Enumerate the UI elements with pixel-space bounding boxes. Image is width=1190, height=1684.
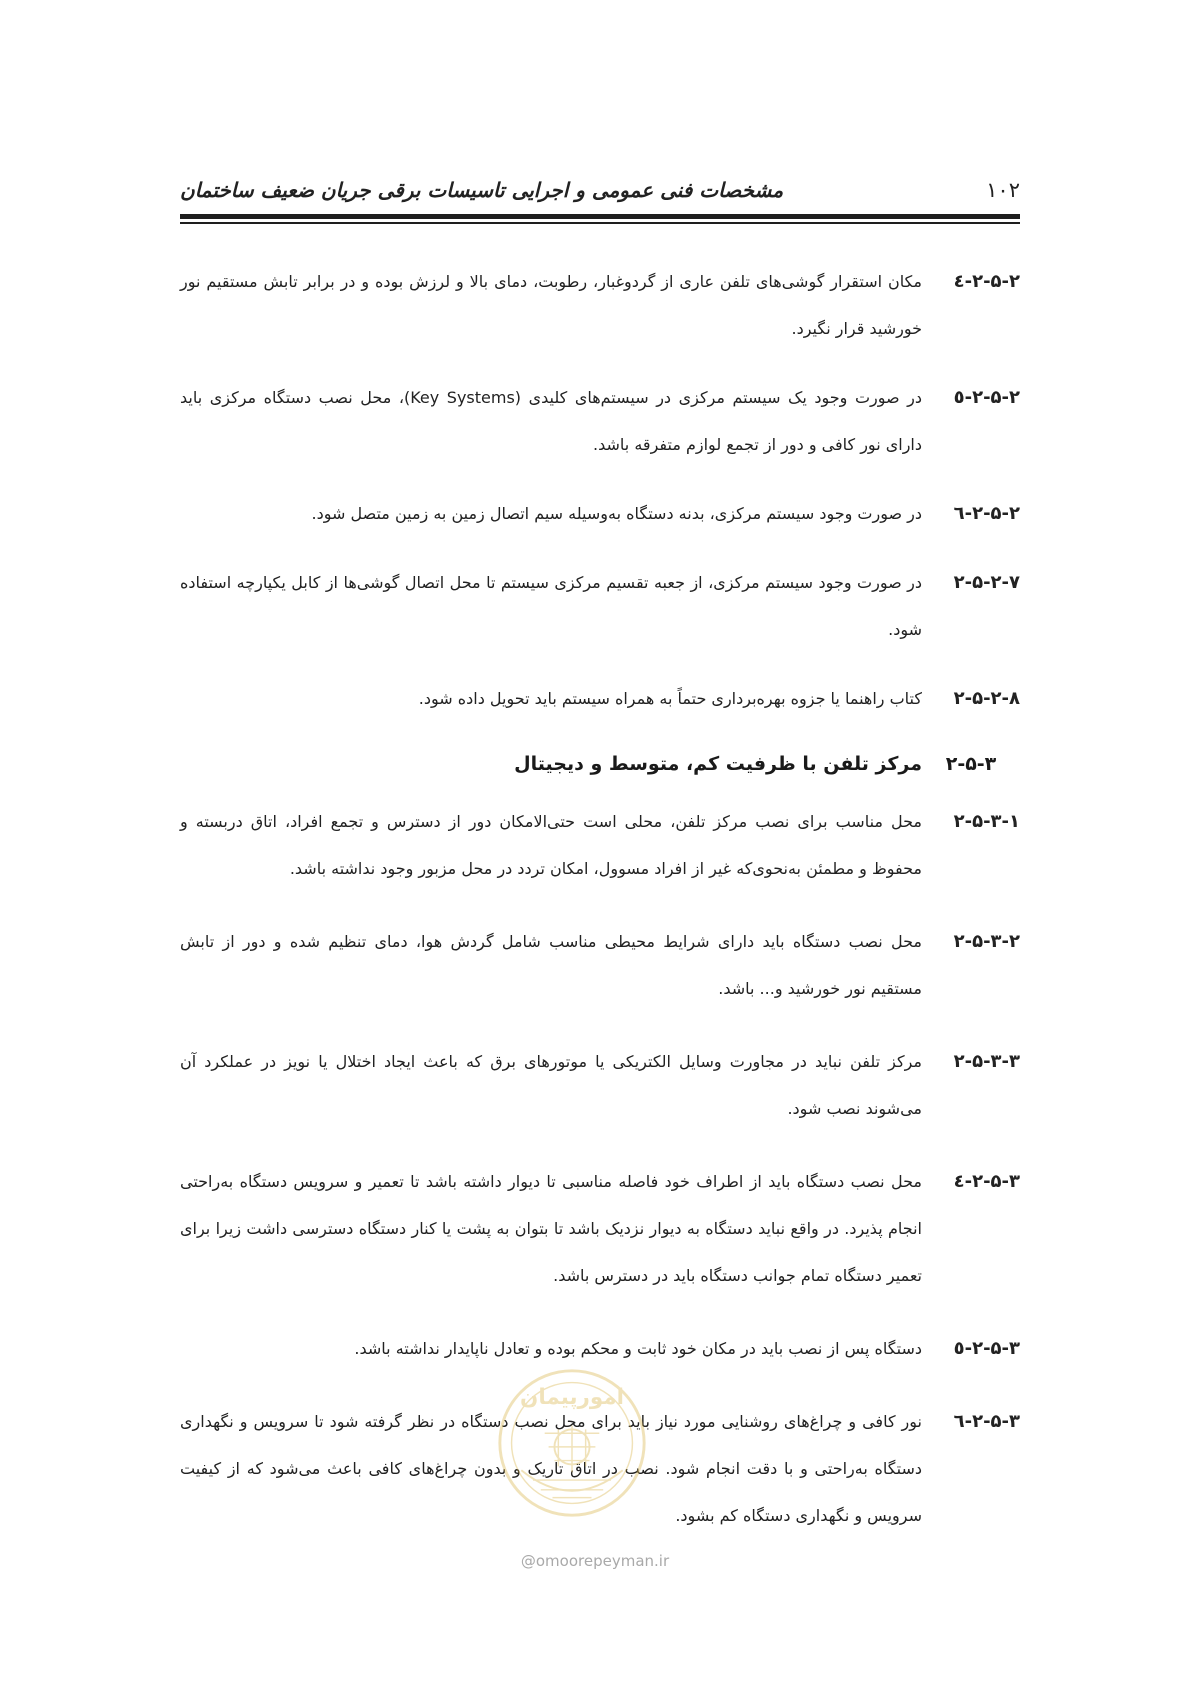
header-rule-thick	[180, 214, 1020, 219]
clause-number: ۲-۵-۳-٦	[953, 1411, 1020, 1432]
body-content	[180, 258, 1020, 1539]
clause-number: ۲-۵-۳-۱	[953, 811, 1020, 832]
clause-text: مرکز تلفن نباید در مجاورت وسایل الکتریکی یا موتورهای برق که باعث ایجاد اختلال یا نویز در عملکرد آن می‌شوند نصب شود.	[180, 1052, 922, 1118]
clause-text: محل نصب دستگاه باید دارای شرایط محیطی مناسب شامل گردش هوا، دمای تنظیم شده و دور از تابش مستقیم نور خورشید و... باشد.	[180, 932, 922, 998]
paragraph	[180, 258, 1020, 352]
paragraph	[180, 374, 1020, 468]
paragraph	[180, 1158, 1020, 1299]
paragraph	[180, 675, 1020, 722]
paragraph	[180, 559, 1020, 653]
section-number: ۲-۵-۳	[945, 753, 997, 775]
header-rule-thin	[180, 222, 1020, 224]
watermark-url: @omoorepeyman.ir	[520, 1552, 670, 1570]
clause-text: در صورت وجود سیستم مرکزی، بدنه دستگاه به‌وسیله سیم اتصال زمین به زمین متصل شود.	[311, 504, 922, 523]
clause-text: مکان استقرار گوشی‌های تلفن عاری از گردوغبار، رطوبت، دمای بالا و لرزش بوده و در برابر تابش مستقیم نور خورشید قرار نگیرد.	[180, 272, 922, 338]
clause-text: کتاب راهنما یا جزوه بهره‌برداری حتماً به همراه سیستم باید تحویل داده شود.	[418, 689, 922, 708]
page-number: ۱۰۲	[986, 178, 1020, 202]
clause-number: ۲-۵-۲-۸	[953, 688, 1020, 709]
section-heading	[180, 744, 1020, 784]
clause-number: ۲-۵-۲-٥	[953, 387, 1020, 408]
clause-number: ۲-۵-۲-۷	[953, 572, 1020, 593]
clause-number: ۲-۵-۲-٤	[953, 271, 1020, 292]
clause-text: در صورت وجود سیستم مرکزی، از جعبه تقسیم مرکزی سیستم تا محل اتصال گوشی‌ها از کابل یکپارچه استفاده شود.	[180, 573, 922, 639]
watermark-logo-text: امورپیمان	[520, 1385, 624, 1410]
clause-text: محل مناسب برای نصب مرکز تلفن، محلی است حتی‌الامکان دور از دسترس و تجمع افراد، اتاق دربسته و محفوظ و مطمئن به‌نحوی‌که غیر از افراد مسوول، امکان تردد در محل مزبور وجود نداشته باشد.	[180, 812, 922, 878]
clause-text: در صورت وجود یک سیستم مرکزی در سیستم‌های کلیدی (Key Systems)، محل نصب دستگاه مرکزی باید دارای نور کافی و دور از تجمع لوازم متفرقه باشد.	[180, 388, 922, 454]
clause-text: دستگاه پس از نصب باید در مکان خود ثابت و محکم بوده و تعادل ناپایدار نداشته باشد.	[354, 1339, 922, 1358]
clause-number: ۲-۵-۳-٤	[953, 1171, 1020, 1192]
clause-number: ۲-۵-۲-٦	[953, 503, 1020, 524]
paragraph	[180, 1038, 1020, 1132]
clause-number: ۲-۵-۳-۳	[953, 1051, 1020, 1072]
clause-number: ۲-۵-۳-٥	[953, 1338, 1020, 1359]
running-header	[180, 178, 1020, 218]
section-title: مرکز تلفن با ظرفیت کم، متوسط و دیجیتال	[514, 753, 922, 775]
paragraph	[180, 918, 1020, 1012]
clause-number: ۲-۵-۳-۲	[953, 931, 1020, 952]
watermark-logo	[494, 1365, 650, 1521]
running-title: مشخصات فنی عمومی و اجرایی تاسیسات برقی جریان ضعیف ساختمان	[180, 178, 784, 202]
clause-text: نور کافی و چراغ‌های روشنایی مورد نیاز باید برای محل نصب دستگاه در نظر گرفته شود تا سرویس و نگهداری دستگاه به‌راحتی و با دقت انجام شود. نصب در اتاق تاریک و بدون چراغ‌های کافی باعث می‌شود که از کیفیت سرویس و نگهداری دستگاه کم بشود.	[180, 1412, 922, 1525]
clause-text: محل نصب دستگاه باید از اطراف خود فاصله مناسبی تا دیوار داشته باشد تا تعمیر و سرویس دستگاه به‌راحتی انجام پذیرد. در واقع نباید دستگاه به دیوار نزدیک باشد تا بتوان به پشت یا کنار دستگاه دسترسی داشت زیرا برای تعمیر دستگاه تمام جوانب دستگاه باید در دسترس باشد.	[180, 1172, 922, 1285]
paragraph	[180, 490, 1020, 537]
paragraph	[180, 798, 1020, 892]
